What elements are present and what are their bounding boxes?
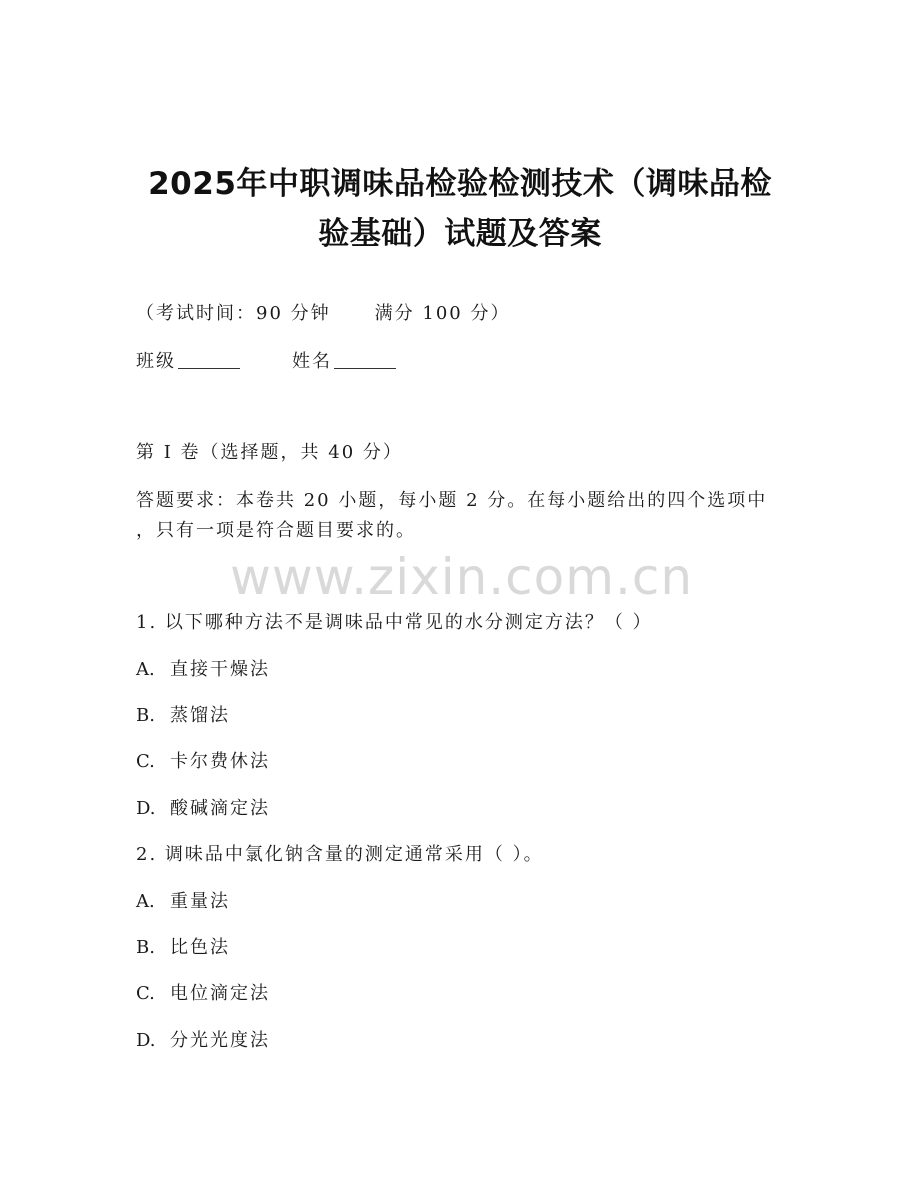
student-info-line [136, 350, 396, 374]
instructions-line-1: 答题要求：本卷共 20 小题，每小题 2 分。在每小题给出的四个选项中 [136, 490, 768, 511]
class-label: 班级 [136, 351, 176, 372]
section-title: 第 I 卷（选择题，共 40 分） [136, 442, 403, 463]
class-blank [178, 350, 240, 369]
question-2-stem: 2. 调味品中氯化钠含量的测定通常采用（ ）。 [136, 844, 544, 865]
watermark: www.zixin.com.cn [230, 548, 694, 606]
option-text: 比色法 [170, 937, 230, 958]
option-text: 电位滴定法 [170, 983, 270, 1004]
option-letter: A. [136, 891, 155, 912]
option-text: 蒸馏法 [170, 705, 230, 726]
option-letter: D. [136, 798, 156, 819]
option-text: 直接干燥法 [170, 659, 270, 680]
question-2-option-d [136, 1029, 270, 1053]
option-letter: C. [136, 751, 155, 772]
document-title-line-2: 验基础）试题及答案 [318, 216, 602, 252]
document-title-line-1: 2025年中职调味品检验检测技术（调味品检 [148, 166, 772, 202]
question-2-option-c [136, 982, 270, 1006]
option-text: 重量法 [170, 891, 230, 912]
option-text: 卡尔费休法 [170, 751, 270, 772]
question-1-stem: 1. 以下哪种方法不是调味品中常见的水分测定方法？（ ） [136, 612, 653, 633]
exam-info [136, 302, 510, 326]
option-text: 酸碱滴定法 [170, 798, 270, 819]
question-1-option-c [136, 750, 270, 774]
exam-time: （考试时间：90 分钟 [136, 303, 331, 324]
option-text: 分光光度法 [170, 1030, 270, 1051]
question-1-option-d [136, 797, 270, 821]
question-2-option-b [136, 936, 230, 960]
option-letter: D. [136, 1030, 156, 1051]
question-2-option-a [136, 890, 230, 914]
question-1-option-b [136, 704, 230, 728]
option-letter: B. [136, 937, 155, 958]
option-letter: C. [136, 983, 155, 1004]
name-blank [334, 350, 396, 369]
option-letter: B. [136, 705, 155, 726]
question-1-option-a [136, 658, 270, 682]
option-letter: A. [136, 659, 155, 680]
instructions-line-2: ，只有一项是符合题目要求的。 [136, 520, 416, 541]
exam-full-score: 满分 100 分） [374, 303, 511, 324]
name-label: 姓名 [292, 351, 332, 372]
